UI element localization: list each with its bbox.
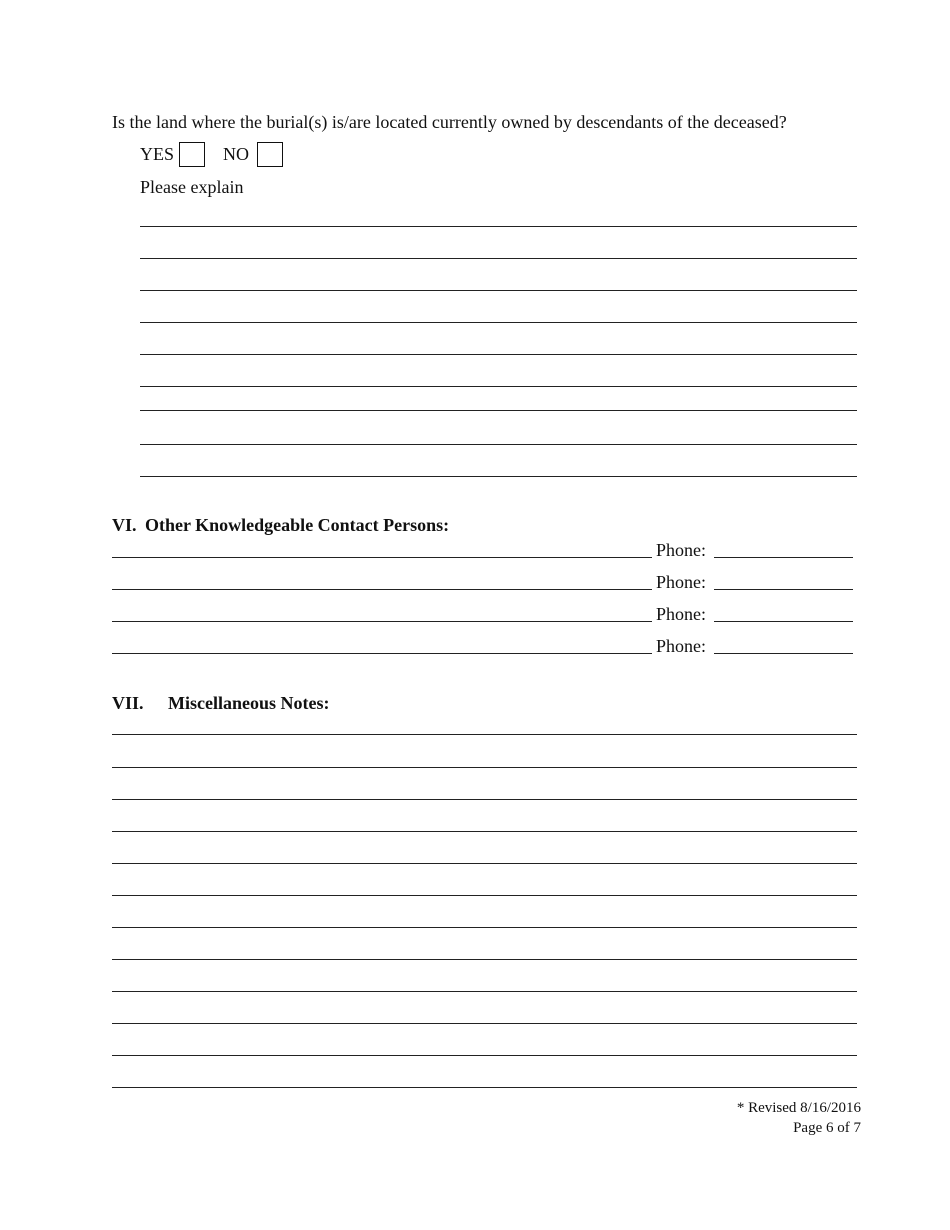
phone-label: Phone: — [656, 636, 707, 656]
contact-name-line[interactable] — [112, 589, 652, 590]
phone-label: Phone: — [656, 572, 707, 592]
explanation-line[interactable] — [140, 410, 857, 411]
notes-line[interactable] — [112, 1087, 857, 1088]
explanation-line[interactable] — [140, 354, 857, 355]
section-vii-heading — [112, 693, 330, 714]
explanation-line[interactable] — [140, 444, 857, 445]
phone-label: Phone: — [656, 540, 707, 560]
section-vi-heading — [112, 515, 449, 536]
explanation-line[interactable] — [140, 322, 857, 323]
section-vi-title: Other Knowledgeable Contact Persons: — [145, 515, 450, 535]
explanation-line[interactable] — [140, 226, 857, 227]
notes-line[interactable] — [112, 927, 857, 928]
page-number: Page 6 of 7 — [793, 1120, 861, 1136]
notes-line[interactable] — [112, 767, 857, 768]
no-label: NO — [223, 144, 249, 164]
contact-name-line[interactable] — [112, 621, 652, 622]
notes-line[interactable] — [112, 895, 857, 896]
no-checkbox[interactable] — [257, 142, 283, 167]
phone-line[interactable] — [714, 557, 853, 558]
notes-line[interactable] — [112, 1055, 857, 1056]
descendants-question: Is the land where the burial(s) is/are located currently owned by descendants of the deceased? — [112, 112, 787, 132]
phone-label: Phone: — [656, 604, 707, 624]
phone-line[interactable] — [714, 621, 853, 622]
notes-line[interactable] — [112, 799, 857, 800]
contact-name-line[interactable] — [112, 557, 652, 558]
section-vii-number: VII. — [112, 693, 144, 713]
notes-line[interactable] — [112, 831, 857, 832]
phone-line[interactable] — [714, 589, 853, 590]
contact-name-line[interactable] — [112, 653, 652, 654]
revised-date: * Revised 8/16/2016 — [736, 1100, 861, 1116]
section-vii-title: Miscellaneous Notes: — [168, 693, 330, 713]
notes-line[interactable] — [112, 959, 857, 960]
phone-line[interactable] — [714, 653, 853, 654]
notes-line[interactable] — [112, 734, 857, 735]
notes-line[interactable] — [112, 991, 857, 992]
section-vi-number: VI. — [112, 515, 137, 535]
notes-line[interactable] — [112, 863, 857, 864]
please-explain-label: Please explain — [140, 177, 244, 197]
yes-checkbox[interactable] — [179, 142, 205, 167]
explanation-line[interactable] — [140, 476, 857, 477]
explanation-line[interactable] — [140, 290, 857, 291]
yes-label: YES — [140, 144, 175, 164]
explanation-line[interactable] — [140, 258, 857, 259]
explanation-line[interactable] — [140, 386, 857, 387]
notes-line[interactable] — [112, 1023, 857, 1024]
